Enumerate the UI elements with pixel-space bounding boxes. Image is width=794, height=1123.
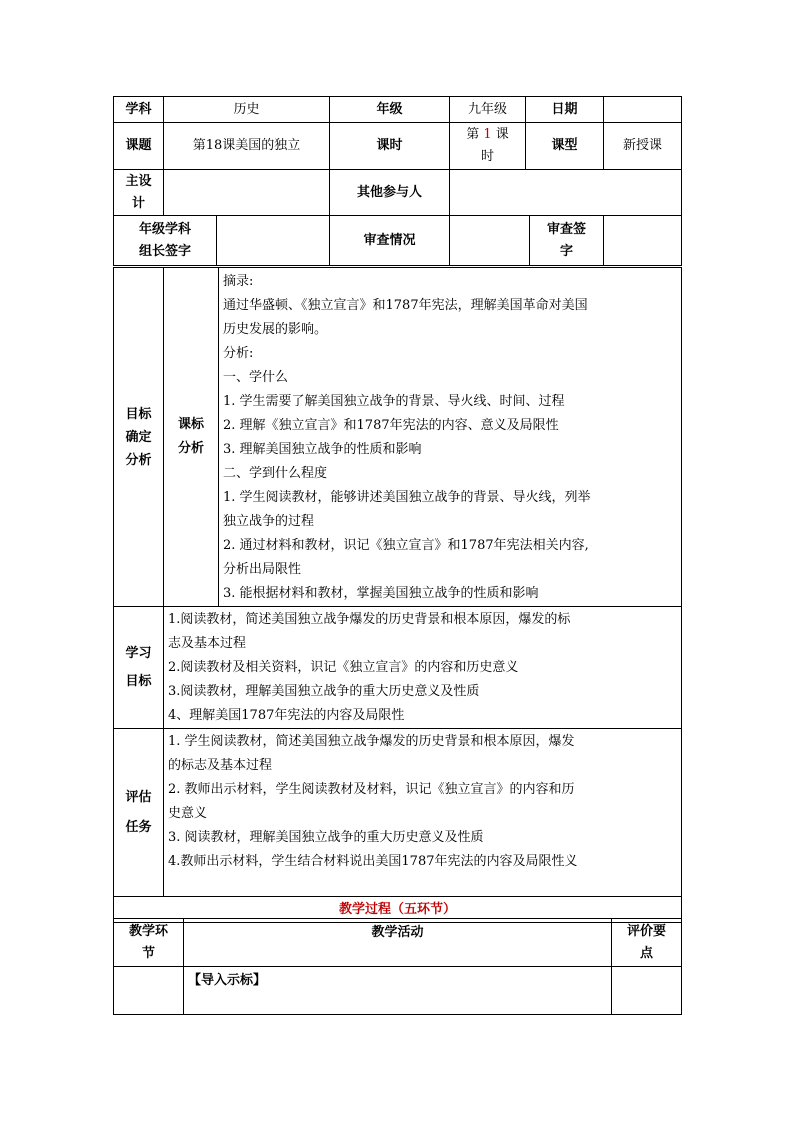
content-line: 1.阅读教材，简述美国独立战争爆发的历史背景和根本原因，爆发的标 [168, 612, 571, 627]
content-line: 二、学到什么程度 [223, 466, 328, 481]
period-value [450, 123, 526, 170]
process-step-cell[interactable] [114, 967, 184, 1015]
grade-label: 年级 [330, 97, 450, 123]
process-table [113, 918, 682, 1015]
leader-value[interactable] [217, 216, 330, 266]
content-line: 史意义 [168, 806, 208, 821]
others-value[interactable] [450, 170, 682, 216]
content-line: 1. 学生阅读教材，能够讲述美国独立战争的背景、导火线，列举 [223, 490, 591, 505]
content-line: 通过华盛顿、《独立宣言》和1787年宪法，理解美国革命对美国 [223, 298, 588, 313]
period-prefix: 第 [466, 127, 480, 142]
content-line: 4、理解美国1787年宪法的内容及局限性 [168, 708, 405, 723]
review-sign-label: 审查签 字 [530, 216, 604, 266]
topic-value: 第18课美国的独立 [164, 123, 330, 170]
process-col-activity: 教学活动 [184, 919, 612, 967]
learning-label: 学习 目标 [114, 607, 164, 729]
grade-value: 九年级 [450, 97, 526, 123]
content-line: 历史发展的影响。 [223, 322, 328, 337]
goals-table [113, 267, 682, 923]
topic-label: 课题 [114, 123, 164, 170]
date-value[interactable] [604, 97, 682, 123]
content-line: 一、学什么 [223, 370, 289, 385]
process-evaluation-cell[interactable] [612, 967, 682, 1015]
period-label: 课时 [330, 123, 450, 170]
content-line: 2.阅读教材及相关资料，识记《独立宣言》的内容和历史意义 [168, 660, 519, 675]
assessment-label: 评估 任务 [114, 729, 164, 897]
process-title: 教学过程（五环节） [114, 897, 682, 923]
content-line: 3. 能根据材料和教材，掌握美国独立战争的性质和影响 [223, 586, 539, 601]
type-value: 新授课 [604, 123, 682, 170]
learning-content [164, 607, 682, 729]
content-line: 3. 理解美国独立战争的性质和影响 [223, 442, 422, 457]
standards-content [219, 268, 682, 607]
header-table [113, 96, 682, 216]
designer-label: 主设 计 [114, 170, 164, 216]
content-line: 3.阅读教材，理解美国独立战争的重大历史意义及性质 [168, 684, 480, 699]
process-first-step: 【导入示标】 [184, 967, 612, 1015]
content-line: 2. 通过材料和教材，识记《独立宣言》和1787年宪法相关内容, [223, 538, 589, 553]
content-line: 的标志及基本过程 [168, 758, 273, 773]
review-label: 审查情况 [330, 216, 450, 266]
period-suffix-a: 课 [495, 127, 509, 142]
process-col-step: 教学环 节 [114, 919, 184, 967]
period-number: 1 [483, 127, 492, 142]
date-label: 日期 [526, 97, 604, 123]
content-line: 分析出局限性 [223, 562, 302, 577]
leader-label: 年级学科 组长签字 [114, 216, 217, 266]
subject-value: 历史 [164, 97, 330, 123]
subject-label: 学科 [114, 97, 164, 123]
type-label: 课型 [526, 123, 604, 170]
content-line: 1. 学生阅读教材，简述美国独立战争爆发的历史背景和根本原因，爆发 [168, 734, 575, 749]
review-sign-value[interactable] [604, 216, 682, 266]
content-line: 2. 教师出示材料，学生阅读教材及材料，识记《独立宣言》的内容和历 [168, 782, 575, 797]
review-value[interactable] [450, 216, 530, 266]
review-table [113, 215, 682, 266]
content-line: 4.教师出示材料，学生结合材料说出美国1787年宪法的内容及局限性义 [168, 854, 578, 869]
standards-label: 课标 分析 [164, 268, 219, 607]
content-line: 独立战争的过程 [223, 514, 315, 529]
content-line: 1. 学生需要了解美国独立战争的背景、导火线、时间、过程 [223, 394, 565, 409]
content-line: 分析: [223, 346, 254, 361]
content-line: 志及基本过程 [168, 636, 247, 651]
assessment-content [164, 729, 682, 897]
content-line: 3. 阅读教材，理解美国独立战争的重大历史意义及性质 [168, 830, 484, 845]
designer-value[interactable] [164, 170, 330, 216]
content-line: 2. 理解《独立宣言》和1787年宪法的内容、意义及局限性 [223, 418, 559, 433]
others-label: 其他参与人 [330, 170, 450, 216]
process-col-evaluation: 评价要 点 [612, 919, 682, 967]
content-line: 摘录: [223, 274, 254, 289]
period-suffix-b: 时 [480, 149, 494, 164]
goals-row-label: 目标 确定 分析 [114, 268, 164, 607]
